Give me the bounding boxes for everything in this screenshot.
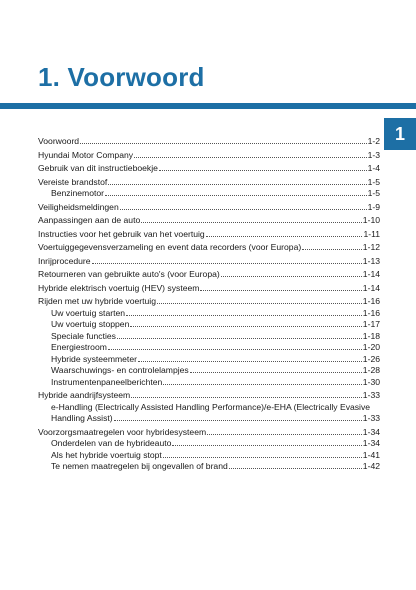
- toc-page-number: 1-33: [362, 413, 380, 423]
- toc-page-number: 1-16: [362, 307, 380, 318]
- toc-entry[interactable]: [38, 215, 380, 227]
- toc-page-number: 1-26: [362, 353, 380, 364]
- toc-entry[interactable]: [38, 229, 380, 241]
- dot-leader: [159, 163, 367, 171]
- toc-page-number: 1-10: [362, 215, 380, 225]
- toc-page-number: 1-28: [362, 365, 380, 375]
- toc-entry-text: Uw voertuig stoppen: [51, 319, 130, 329]
- toc-entry[interactable]: [38, 150, 380, 162]
- toc-subentry[interactable]: [38, 377, 380, 389]
- toc-entry-text: Rijden met uw hybride voertuig: [38, 296, 156, 306]
- toc-entry-text: Handling Assist): [51, 413, 113, 423]
- toc-entry-text[interactable]: e-Handling (Electrically Assisted Handling Performance)/e-EHA (Electrically Evasive: [51, 401, 371, 412]
- toc-entry[interactable]: [38, 283, 380, 295]
- toc-entry[interactable]: [38, 202, 380, 214]
- toc-entry-text: Te nemen maatregelen bij ongevallen of brand: [51, 461, 228, 471]
- toc-section: [38, 150, 380, 162]
- toc-entry-text: Benzinemotor: [51, 188, 105, 198]
- toc-entry-text: Waarschuwings- en controlelampjes: [51, 365, 189, 375]
- toc-subentry[interactable]: [38, 319, 380, 331]
- toc-entry-text: Hybride systeemmeter: [51, 353, 137, 364]
- toc-entry-text: Hybride aandrijfsysteem: [38, 390, 131, 400]
- toc-subentry[interactable]: [38, 365, 380, 377]
- toc-entry[interactable]: [38, 390, 380, 402]
- toc-page-number: 1-33: [362, 390, 380, 400]
- toc-subentry[interactable]: [38, 331, 380, 343]
- dot-leader: [130, 319, 361, 327]
- toc-page-number: 1-2: [367, 136, 380, 146]
- dot-leader: [120, 202, 367, 210]
- toc-page-number: 1-14: [362, 269, 380, 279]
- toc-page-number: 1-5: [367, 188, 380, 198]
- toc-section: [38, 163, 380, 175]
- toc-subentry[interactable]: [38, 461, 380, 473]
- dot-leader: [131, 390, 362, 398]
- toc-entry[interactable]: [38, 256, 380, 268]
- toc-page-number: 1-18: [362, 330, 380, 341]
- dot-leader: [141, 215, 362, 223]
- toc-entry-text: Hybride elektrisch voertuig (HEV) systeem: [38, 282, 200, 293]
- toc-page-number: 1-41: [362, 449, 380, 460]
- toc-section: [38, 136, 380, 148]
- toc-entry[interactable]: [38, 242, 380, 254]
- toc-entry-text: Voorzorgsmaatregelen voor hybridesysteem: [38, 426, 207, 437]
- toc-section: [38, 229, 380, 241]
- toc-page-number: 1-16: [362, 296, 380, 306]
- toc-section: [38, 427, 380, 473]
- toc-entry[interactable]: [38, 177, 380, 189]
- dot-leader: [108, 342, 362, 350]
- dot-leader: [134, 150, 367, 158]
- dot-leader: [114, 413, 362, 421]
- toc-page-number: 1-20: [362, 342, 380, 352]
- table-of-contents: [38, 136, 380, 475]
- toc-section: [38, 242, 380, 254]
- dot-leader: [138, 354, 362, 362]
- toc-subentry[interactable]: [38, 188, 380, 200]
- dot-leader: [190, 365, 362, 373]
- dot-leader: [221, 269, 362, 277]
- toc-subentry[interactable]: [38, 354, 380, 366]
- dot-leader: [126, 308, 362, 316]
- toc-page-number: 1-4: [367, 163, 380, 173]
- dot-leader: [229, 461, 362, 469]
- toc-entry[interactable]: [38, 136, 380, 148]
- dot-leader: [117, 331, 362, 339]
- toc-entry-text: Instructies voor het gebruik van het voertuig: [38, 228, 205, 239]
- toc-entry-text: Vereiste brandstof: [38, 176, 108, 187]
- dot-leader: [163, 377, 361, 385]
- toc-section: [38, 202, 380, 214]
- toc-entry-text: Als het hybride voertuig stopt: [51, 449, 162, 460]
- dot-leader: [157, 296, 362, 304]
- toc-page-number: 1-12: [362, 242, 380, 252]
- toc-section: [38, 390, 380, 425]
- toc-entry-text: Inrijprocedure: [38, 255, 91, 266]
- dot-leader: [172, 438, 361, 446]
- toc-section: [38, 269, 380, 281]
- dot-leader: [302, 242, 362, 250]
- toc-page-number: 1-3: [367, 149, 380, 160]
- toc-entry-text: Voertuiggegevensverzameling en event data recorders (voor Europa): [38, 242, 302, 252]
- dot-leader: [206, 229, 363, 237]
- toc-entry-text: Voorwoord: [38, 136, 80, 146]
- toc-entry-text: Energiestroom: [51, 342, 107, 352]
- toc-page-number: 1-11: [363, 228, 380, 239]
- dot-leader: [80, 136, 366, 144]
- toc-page-number: 1-5: [367, 176, 380, 187]
- title-rule: [0, 103, 416, 109]
- dot-leader: [200, 283, 361, 291]
- toc-entry-text: Instrumentenpaneelberichten: [51, 376, 163, 387]
- toc-entry-text: Speciale functies: [51, 330, 116, 341]
- toc-entry[interactable]: [38, 269, 380, 281]
- dot-leader: [105, 188, 367, 196]
- toc-page-number: 1-34: [362, 426, 380, 437]
- toc-section: [38, 215, 380, 227]
- toc-section: [38, 256, 380, 268]
- dot-leader: [108, 177, 366, 185]
- chapter-tab[interactable]: 1: [384, 118, 416, 150]
- toc-section: [38, 296, 380, 388]
- toc-entry[interactable]: [38, 427, 380, 439]
- toc-entry-text: Aanpassingen aan de auto: [38, 215, 141, 225]
- chapter-title: 1. Voorwoord: [38, 62, 205, 92]
- toc-page-number: 1-14: [362, 282, 380, 293]
- toc-page-number: 1-30: [362, 376, 380, 387]
- toc-entry-text: Retourneren van gebruikte auto's (voor Europa): [38, 269, 220, 279]
- toc-subentry[interactable]: [38, 342, 380, 354]
- toc-page-number: 1-34: [362, 438, 380, 448]
- toc-page-number: 1-13: [362, 255, 380, 266]
- toc-entry[interactable]: [38, 163, 380, 175]
- toc-entry-text: Uw voertuig starten: [51, 307, 126, 318]
- toc-entry[interactable]: [38, 413, 380, 425]
- toc-subentry[interactable]: [38, 308, 380, 320]
- toc-entry-text: Veiligheidsmeldingen: [38, 201, 119, 212]
- toc-subentry[interactable]: [38, 438, 380, 450]
- toc-entry-text: Gebruik van dit instructieboekje: [38, 163, 158, 173]
- dot-leader: [207, 427, 362, 435]
- toc-entry-text: Onderdelen van de hybrideauto: [51, 438, 172, 448]
- toc-section: [38, 283, 380, 295]
- dot-leader: [92, 256, 362, 264]
- toc-page-number: 1-42: [362, 461, 380, 471]
- toc-entry[interactable]: [38, 296, 380, 308]
- toc-entry-text: Hyundai Motor Company: [38, 149, 134, 160]
- toc-page-number: 1-9: [367, 201, 380, 212]
- toc-section: [38, 177, 380, 200]
- dot-leader: [163, 450, 362, 458]
- toc-page-number: 1-17: [362, 319, 380, 329]
- toc-subentry[interactable]: [38, 450, 380, 462]
